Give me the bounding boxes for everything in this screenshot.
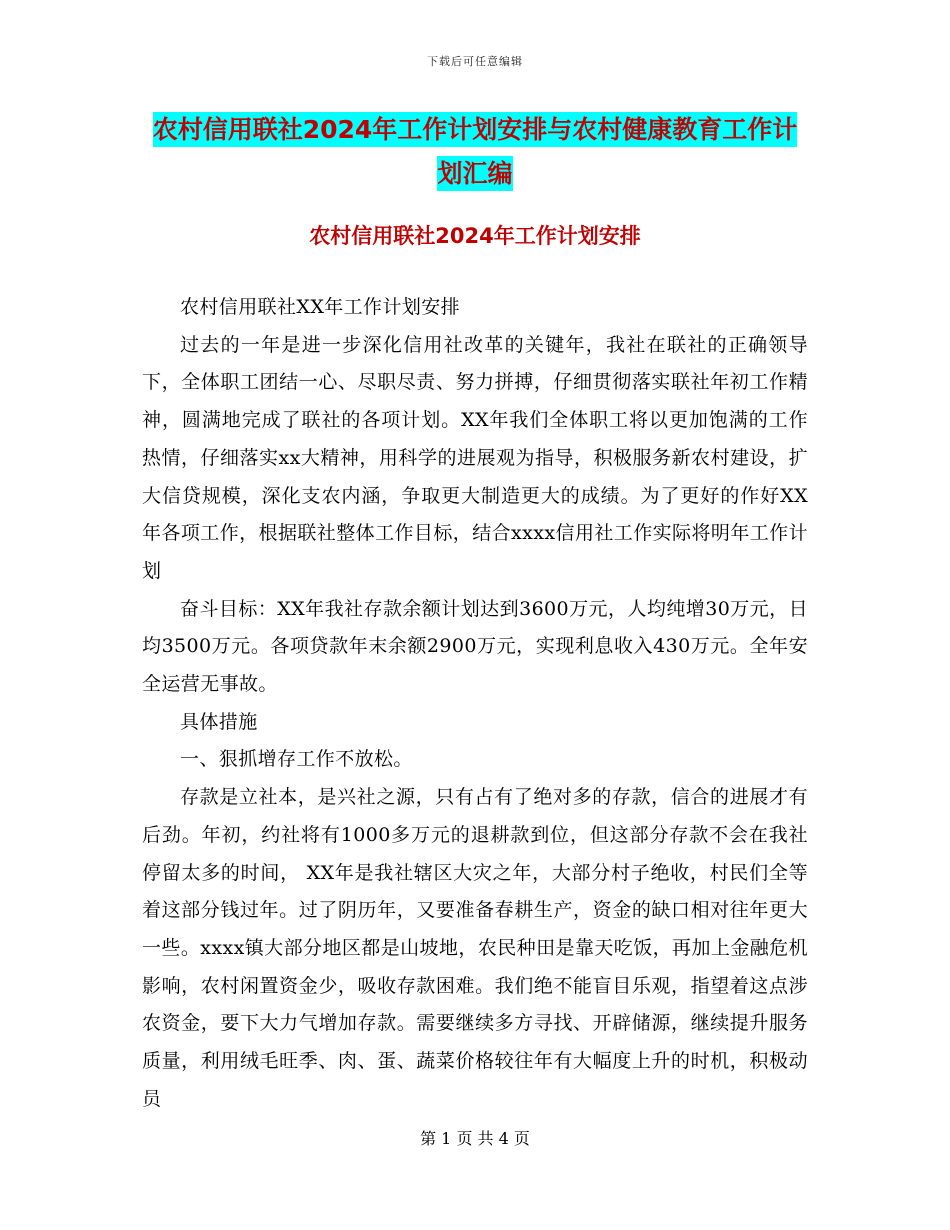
page-number: 第 1 页 共 4 页 — [420, 1129, 530, 1148]
paragraph: 奋斗目标：XX年我社存款余额计划达到3600万元，人均纯增30万元，日均3500万元。各项贷款年末余额2900万元，实现利息收入430万元。全年安全运营无事故。 — [142, 597, 808, 696]
paragraph: 过去的一年是进一步深化信用社改革的关键年，我社在联社的正确领导下，全体职工团结一心、尽职尽责、努力拼搏，仔细贯彻落实联社年初工作精神，圆满地完成了联社的各项计划。XX年我们全体职工将以更加饱满的工作热情，仔细落实xx大精神，用科学的进展观为指导，积极服务新农村建设，扩大信贷规模，深化支农内涵，争取更大制造更大的成绩。为了更好的作好XX年各项工作，根据联社整体工作目标，结合xxxx信用社工作实际将明年工作计划 — [142, 333, 808, 582]
page-header-note: 下载后可任意编辑 — [427, 55, 523, 68]
paragraph: 存款是立社本，是兴社之源，只有占有了绝对多的存款，信合的进展才有后劲。年初，约社将有1000多万元的退耕款到位，但这部分存款不会在我社停留太多的时间， XX年是我社辖区大灾之年，大部分村子绝收，村民们全等着这部分钱过年。过了阴历年，又要准备春耕生产，资金的缺口相对往年更大一些。xxxx镇大部分地区都是山坡地，农民种田是靠天吃饭，再加上金融危机影响，农村闲置资金少，吸收存款困难。我们绝不能盲目乐观，指望着这点涉农资金，要下大力气增加存款。需要继续多方寻找、开辟储源，继续提升服务质量，利用绒毛旺季、肉、蛋、蔬菜价格较往年有大幅度上升的时机，积极动员 — [142, 786, 808, 1110]
paragraph: 一、狠抓增存工作不放松。 — [180, 748, 413, 771]
document-title-text: 农村信用联社2024年工作计划安排与农村健康教育工作计划汇编 — [153, 112, 798, 191]
section-title: 农村信用联社2024年工作计划安排 — [309, 224, 641, 248]
document-title — [142, 108, 808, 196]
document-body — [142, 289, 808, 1118]
paragraph: 具体措施 — [180, 710, 258, 733]
paragraph: 农村信用联社XX年工作计划安排 — [180, 296, 461, 318]
